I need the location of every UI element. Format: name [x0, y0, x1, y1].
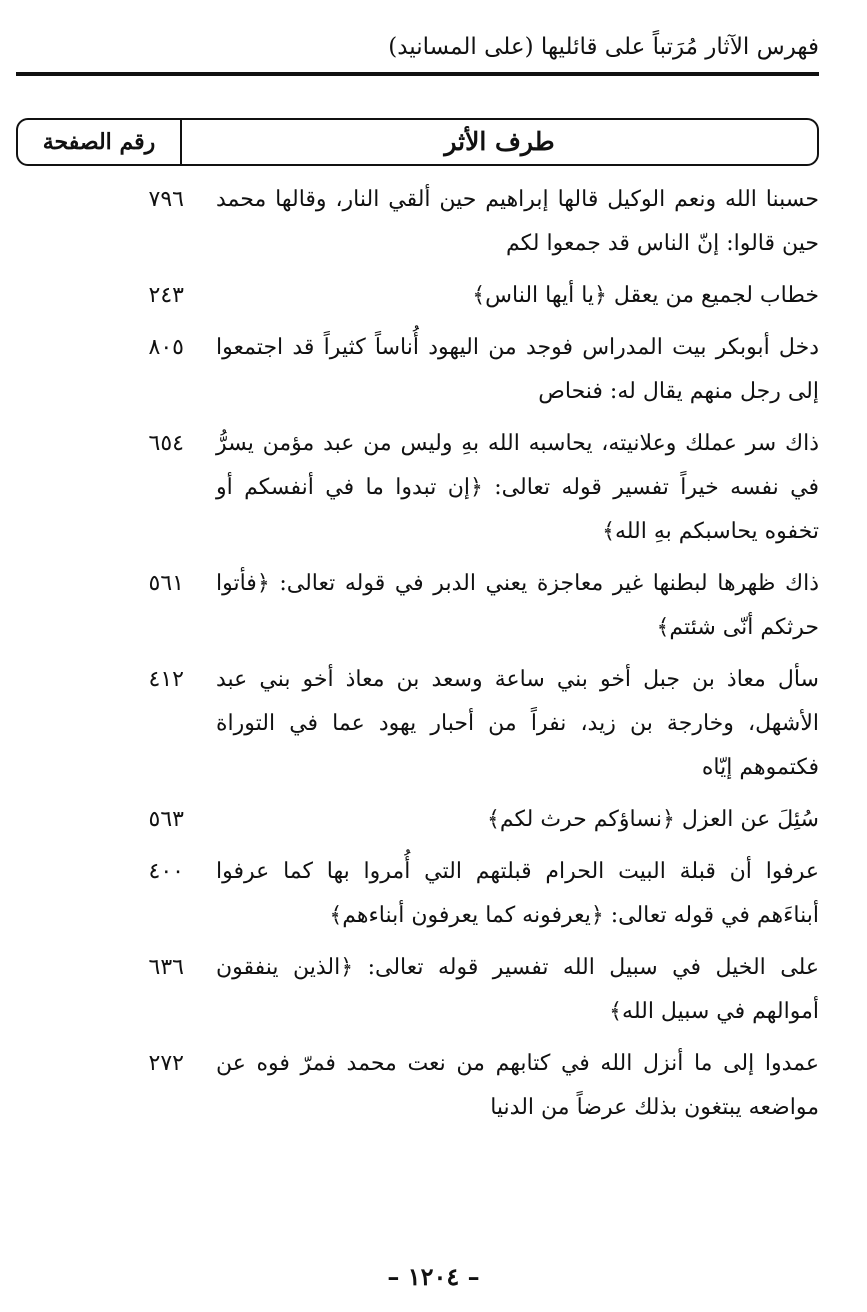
entry-page-number: ٢٧٢: [148, 1051, 184, 1076]
entry-page-number: ٨٠٥: [148, 335, 184, 360]
index-entry: [16, 946, 819, 1034]
entry-page-number: ٥٦١: [148, 571, 184, 596]
entry-text: على الخيل في سبيل الله تفسير قوله تعالى: ﴿الذين ينفقون أموالهم في سبيل الله﴾: [216, 955, 819, 1024]
entry-text: خطاب لجميع من يعقل ﴿يا أيها الناس﴾: [472, 283, 819, 308]
index-entry: [16, 422, 819, 554]
column-header-page-number: رقم الصفحة: [18, 120, 182, 164]
entry-text: ذاك ظهرها لبطنها غير معاجزة يعني الدبر في قوله تعالى: ﴿فأتوا حرثكم أنّى شئتم﴾: [216, 571, 819, 640]
index-entry: [16, 658, 819, 790]
table-header: [16, 118, 819, 166]
entry-text: حسبنا الله ونعم الوكيل قالها إبراهيم حين ألقي النار، وقالها محمد حين قالوا: إنّ الناس قد جمعوا لكم: [216, 187, 819, 256]
column-header-athar: طرف الأثر: [444, 127, 555, 156]
entry-text: عمدوا إلى ما أنزل الله في كتابهم من نعت محمد فمرّ فوه عن مواضعه يبتغون بذلك عرضاً من الدنيا: [216, 1051, 819, 1120]
running-header-title: فهرس الآثار مُرَتباً على قائليها (على المسانيد): [388, 34, 819, 60]
entry-text: ذاك سر عملك وعلانيته، يحاسبه الله بهِ وليس من عبد مؤمن يسرُّ في نفسه خيراً تفسير قوله تعالى: ﴿إن تبدوا ما في أنفسكم أو تخفوه يحاسبكم بهِ الله﴾: [216, 431, 819, 544]
index-entry: [16, 274, 819, 318]
index-entry: [16, 850, 819, 938]
page-number-footer: – ١٢٠٤ –: [387, 1262, 480, 1291]
entry-text: عرفوا أن قبلة البيت الحرام قبلتهم التي أُمروا بها كما عرفوا أبناءَهم في قوله تعالى: ﴿يعرفونه كما يعرفون أبناءهم﴾: [216, 859, 819, 928]
entry-page-number: ٢٤٣: [148, 283, 184, 308]
entry-page-number: ٦٣٦: [148, 955, 184, 980]
entry-page-number: ٦٥٤: [148, 431, 184, 456]
header-rule: [16, 72, 819, 76]
entry-page-number: ٤٠٠: [148, 859, 184, 884]
index-entry: [16, 562, 819, 650]
entry-text: دخل أبوبكر بيت المدراس فوجد من اليهود أُناساً كثيراً قد اجتمعوا إلى رجل منهم يقال له: فنحاص: [216, 335, 819, 404]
index-entry: [16, 178, 819, 266]
index-entry: [16, 326, 819, 414]
entry-text: سأل معاذ بن جبل أخو بني ساعة وسعد بن معاذ أخو بني عبد الأشهل، وخارجة بن زيد، نفراً من أحبار يهود عما في التوراة فكتموهم إيّاه: [216, 667, 819, 780]
index-entry: [16, 798, 819, 842]
entry-text: سُئِلَ عن العزل ﴿نساؤكم حرث لكم﴾: [486, 807, 819, 832]
index-entry: [16, 1042, 819, 1130]
index-entries: [16, 178, 819, 1138]
entry-page-number: ٥٦٣: [148, 807, 184, 832]
entry-page-number: ٧٩٦: [148, 187, 184, 212]
entry-page-number: ٤١٢: [148, 667, 184, 692]
